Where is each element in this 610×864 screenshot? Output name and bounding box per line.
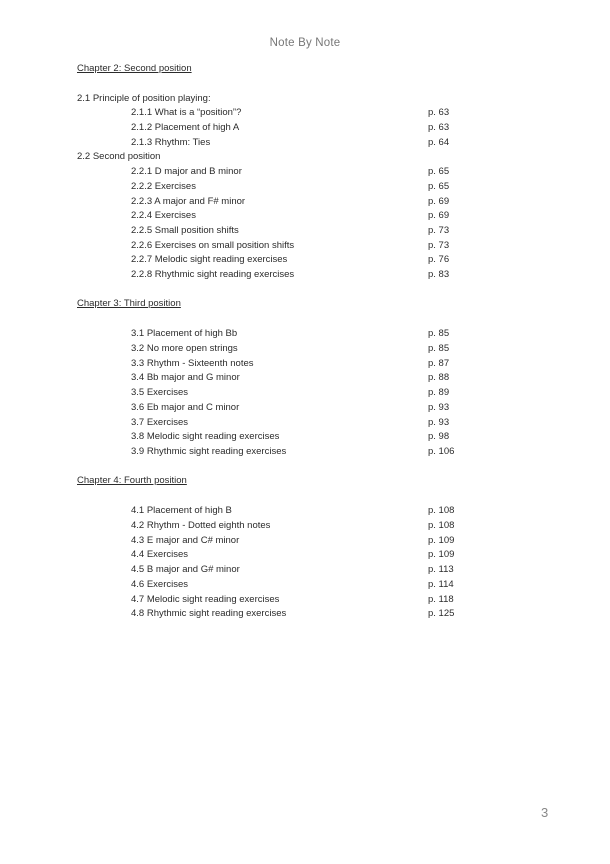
toc-entry-page: p. 113 <box>428 564 454 575</box>
document-header-title: Note By Note <box>269 37 341 49</box>
toc-entry-label: 2.2.2 Exercises <box>131 181 196 192</box>
toc-entry-page: p. 109 <box>428 549 455 560</box>
toc-entry-label: 3.6 Eb major and C minor <box>131 402 240 413</box>
toc-entry-page: p. 109 <box>428 535 455 546</box>
toc-entry-page: p. 98 <box>428 431 450 442</box>
toc-entry-label: 2.2.5 Small position shifts <box>131 225 239 236</box>
toc-entry-page: p. 83 <box>428 269 450 280</box>
toc-entry-label: 2.1.2 Placement of high A <box>131 122 240 133</box>
toc-entry-page: p. 108 <box>428 520 455 531</box>
toc-entry-label: 4.8 Rhythmic sight reading exercises <box>131 608 287 619</box>
toc-entry-label: 3.1 Placement of high Bb <box>131 328 238 339</box>
toc-entry-label: 3.9 Rhythmic sight reading exercises <box>131 446 287 457</box>
toc-entry <box>131 181 471 195</box>
chapter-4-heading: Chapter 4: Fourth position <box>77 475 187 486</box>
toc-entry-label: 4.5 B major and G# minor <box>131 564 240 575</box>
toc-entry-page: p. 69 <box>428 210 450 221</box>
section-2-1-heading: 2.1 Principle of position playing: <box>77 93 211 104</box>
toc-entry-label: 3.4 Bb major and G minor <box>131 372 240 383</box>
toc-entry <box>131 387 471 401</box>
toc-entry-page: p. 73 <box>428 240 450 251</box>
toc-entry-page: p. 63 <box>428 122 450 133</box>
toc-entry-label: 2.2.6 Exercises on small position shifts <box>131 240 295 251</box>
section-2-2-heading: 2.2 Second position <box>77 151 161 162</box>
toc-entry-page: p. 64 <box>428 137 450 148</box>
toc-entry <box>131 594 471 608</box>
toc-entry-label: 3.5 Exercises <box>131 387 189 398</box>
toc-entry-page: p. 89 <box>428 387 450 398</box>
toc-entry-page: p. 108 <box>428 505 455 516</box>
toc-entry-label: 4.3 E major and C# minor <box>131 535 240 546</box>
toc-entry-label: 2.2.7 Melodic sight reading exercises <box>131 254 288 265</box>
toc-entry-page: p. 106 <box>428 446 455 457</box>
toc-entry-label: 3.8 Melodic sight reading exercises <box>131 431 280 442</box>
toc-entry-page: p. 69 <box>428 196 450 207</box>
toc-entry-label: 4.4 Exercises <box>131 549 189 560</box>
toc-entry <box>131 137 471 151</box>
toc-entry-page: p. 114 <box>428 579 454 590</box>
toc-entry <box>131 210 471 224</box>
toc-entry <box>131 269 471 283</box>
toc-entry <box>131 107 471 121</box>
toc-entry-label: 4.6 Exercises <box>131 579 189 590</box>
toc-entry-label: 4.7 Melodic sight reading exercises <box>131 594 280 605</box>
toc-entry <box>131 431 471 445</box>
toc-entry <box>131 166 471 180</box>
toc-entry <box>131 122 471 136</box>
toc-entry-page: p. 65 <box>428 166 450 177</box>
toc-entry-page: p. 63 <box>428 107 450 118</box>
toc-entry <box>131 358 471 372</box>
toc-entry-page: p. 73 <box>428 225 450 236</box>
toc-entry-page: p. 85 <box>428 328 450 339</box>
toc-entry-page: p. 65 <box>428 181 450 192</box>
toc-entry-page: p. 85 <box>428 343 450 354</box>
toc-entry <box>131 579 471 593</box>
toc-entry-page: p. 88 <box>428 372 450 383</box>
toc-entry-label: 2.1.1 What is a “position”? <box>131 107 242 118</box>
toc-entry-label: 4.1 Placement of high B <box>131 505 232 516</box>
toc-entry <box>131 549 471 563</box>
toc-entry <box>131 446 471 460</box>
toc-entry <box>131 343 471 357</box>
toc-entry <box>131 196 471 210</box>
toc-entry-label: 2.2.8 Rhythmic sight reading exercises <box>131 269 295 280</box>
toc-entry-label: 2.2.3 A major and F# minor <box>131 196 246 207</box>
toc-entry <box>131 328 471 342</box>
toc-entry <box>131 225 471 239</box>
chapter-3-heading: Chapter 3: Third position <box>77 298 181 309</box>
chapter-2-heading: Chapter 2: Second position <box>77 63 192 74</box>
toc-entry-page: p. 76 <box>428 254 450 265</box>
toc-entry <box>131 505 471 519</box>
toc-entry-label: 3.7 Exercises <box>131 417 189 428</box>
toc-entry-page: p. 125 <box>428 608 455 619</box>
toc-entry-page: p. 93 <box>428 402 450 413</box>
toc-entry <box>131 520 471 534</box>
toc-entry <box>131 535 471 549</box>
toc-entry <box>131 417 471 431</box>
toc-entry <box>131 608 471 622</box>
toc-entry-label: 2.2.1 D major and B minor <box>131 166 242 177</box>
toc-entry <box>131 240 471 254</box>
toc-entry <box>131 254 471 268</box>
toc-entry-label: 3.2 No more open strings <box>131 343 238 354</box>
toc-entry <box>131 402 471 416</box>
toc-entry <box>131 564 471 578</box>
page-number: 3 <box>541 805 549 820</box>
toc-entry-label: 2.2.4 Exercises <box>131 210 196 221</box>
toc-entry-page: p. 93 <box>428 417 450 428</box>
toc-entry-label: 3.3 Rhythm - Sixteenth notes <box>131 358 254 369</box>
toc-entry-label: 2.1.3 Rhythm: Ties <box>131 137 211 148</box>
toc-entry-label: 4.2 Rhythm - Dotted eighth notes <box>131 520 271 531</box>
toc-entry <box>131 372 471 386</box>
toc-entry-page: p. 118 <box>428 594 454 605</box>
toc-entry-page: p. 87 <box>428 358 450 369</box>
